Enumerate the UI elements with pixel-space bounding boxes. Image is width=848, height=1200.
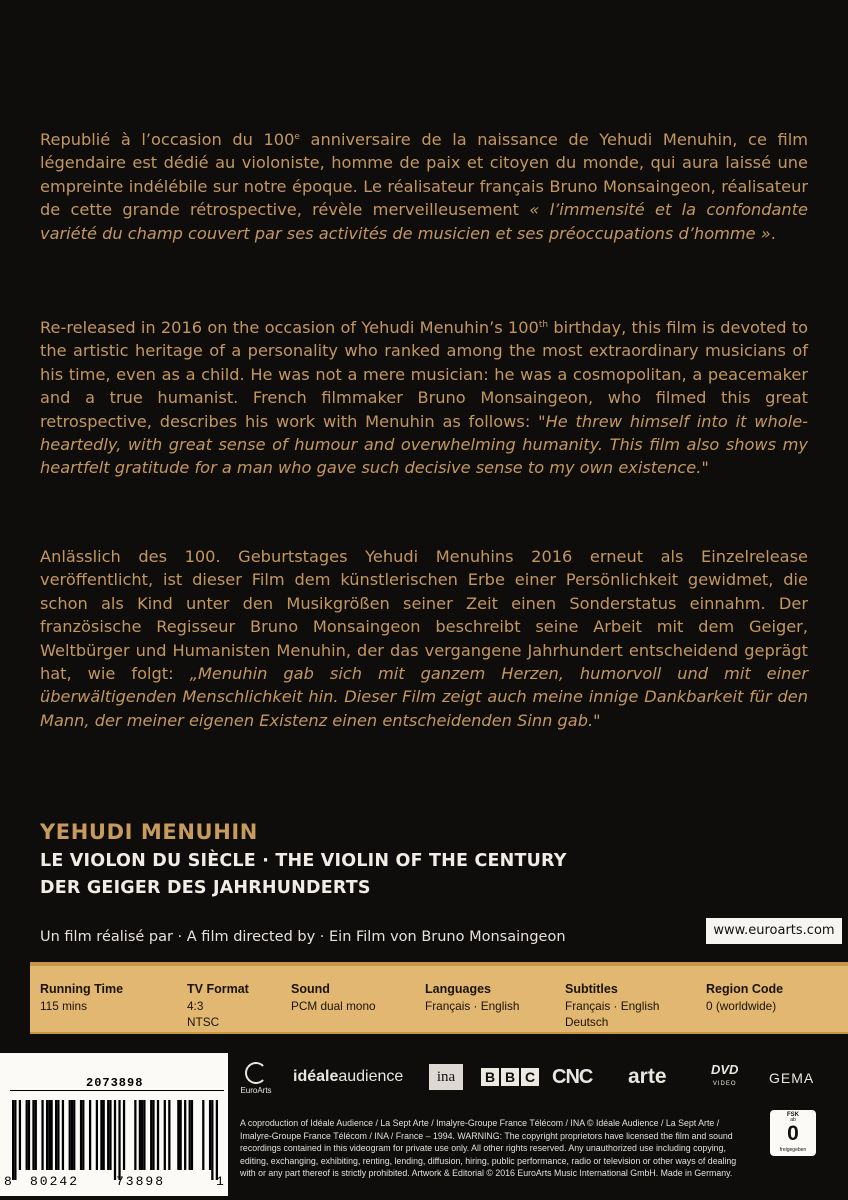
info-value: Français · English (565, 999, 660, 1013)
barcode-bar (73, 1100, 75, 1170)
dvd-video-logo: DVD VIDEO (711, 1062, 739, 1087)
barcode-digits-right: 73898 (116, 1174, 166, 1189)
paragraph-english: Re-released in 2016 on the occasion of Yehudi Menuhin’s 100th birthday, this film is devoted to the artistic heritage of a personality who ranked among the most extraordinary musicians of his time, even as a child. He was not a mere musician: he was a cosmopolitan, a peacemaker and a true humanist. French filmmaker Bruno Monsaingeon, who filmed this great retrospective, describes his work with Menuhin as follows: "He threw himself into it whole-heartedly, with great sense of humour and overwhelming humanity. This film also shows my heartfelt gratitude for a man who gave such decisive sense to my own existence." (40, 318, 809, 478)
barcode-bar (177, 1100, 179, 1170)
barcode-digits-left: 80242 (30, 1174, 80, 1189)
barcode-bar (123, 1100, 125, 1170)
barcode-bar (14, 1100, 16, 1180)
catalog-number: 2073898 (86, 1076, 144, 1090)
barcode-bar (89, 1100, 91, 1170)
barcode-bar (141, 1100, 143, 1170)
barcode (12, 1100, 218, 1180)
barcode-bar (107, 1100, 109, 1170)
barcode-bar (114, 1100, 116, 1180)
barcode-bar (62, 1100, 64, 1170)
info-region-code (706, 966, 848, 1032)
barcode-bar (150, 1100, 152, 1170)
arte-logo: arte (628, 1065, 667, 1088)
info-languages (425, 966, 571, 1032)
fsk-rating-badge: FSK ab 0 freigegeben (770, 1110, 816, 1156)
barcode-bar (152, 1100, 154, 1170)
barcode-bar (103, 1100, 105, 1170)
barcode-bar (180, 1100, 182, 1170)
quote-french: « l’immensité et la confondante variété du champ couvert par ses activités de musicien et ses préoccupations d’homme » (40, 200, 808, 243)
barcode-bar (96, 1100, 98, 1170)
info-value: PCM dual mono (291, 999, 376, 1013)
barcode-bar (80, 1100, 82, 1170)
barcode-bar (26, 1100, 28, 1170)
barcode-bar (164, 1100, 166, 1170)
barcode-bar (143, 1100, 145, 1170)
info-value: 115 mins (40, 999, 87, 1013)
barcode-bar (28, 1100, 30, 1170)
director-credit: Un film réalisé par · A film directed by · Ein Film von Bruno Monsaingeon (40, 929, 566, 945)
barcode-bar (100, 1100, 102, 1170)
barcode-bar (157, 1100, 159, 1170)
info-label: Subtitles (565, 982, 618, 996)
barcode-bar (55, 1100, 57, 1170)
info-label: Running Time (40, 982, 124, 996)
info-label: Sound (291, 982, 330, 996)
paragraph-french: Republié à l’occasion du 100e anniversaire de la naissance de Yehudi Menuhin, ce film légendaire est dédié au violoniste, homme de paix et citoyen du monde, qui aura laissé une empreinte indélébile sur notre époque. Le réalisateur français Bruno Monsaingeon, réalisateur de cette grande rétrospective, révèle merveilleusement « l’immensité et la confondante variété du champ couvert par ses activités de musicien et ses préoccupations d’homme ». (40, 130, 808, 243)
barcode-bar (41, 1100, 43, 1170)
barcode-bar (109, 1100, 111, 1170)
euroarts-logo: EuroArts (237, 1062, 275, 1095)
info-label: TV Format (187, 982, 249, 996)
barcode-bar (46, 1100, 48, 1170)
info-running-time (40, 966, 180, 1032)
barcode-bar (71, 1100, 73, 1170)
info-bar (30, 962, 848, 1034)
barcode-bar (134, 1100, 136, 1170)
info-label: Languages (425, 982, 491, 996)
info-label: Region Code (706, 982, 784, 996)
legal-text: A coproduction of Idéale Audience / La Sept Arte / Imalyre-Groupe France Télécom / INA © Idéale Audience / La Sept Arte / Imalyre-Groupe France Télécom / INA / France – 1994. WARNING: The copyright proprietors have licensed the film and sound recordings contained in this videogram for private use only. All other rights reserved. Any unauthorized use including copying, editing, exchanging, exhibiting, renting, lending, diffusion, hiring, public performance, radio or television or other ways of dealing with or any part thereof is strictly prohibited. Artwork & Editorial © 2016 EuroArts Music International GmbH. Made in Germany. (240, 1118, 737, 1179)
info-value: 0 (worldwide) (706, 999, 777, 1013)
gema-logo: GEMA (769, 1070, 815, 1086)
barcode-digit-check: 1 (216, 1174, 224, 1189)
barcode-bar (48, 1100, 50, 1170)
info-value: 4:3 (187, 999, 204, 1013)
ideale-audience-logo: idéaleaudience (293, 1068, 404, 1085)
barcode-rule (10, 1090, 224, 1091)
barcode-bar (57, 1100, 59, 1170)
barcode-bar (118, 1100, 120, 1180)
ina-logo: ina (429, 1064, 463, 1090)
info-value: NTSC (187, 1015, 220, 1029)
barcode-bar (19, 1100, 21, 1170)
euroarts-ring-icon (245, 1062, 267, 1084)
info-value: Français · English (425, 999, 520, 1013)
cnc-logo: CNC (552, 1066, 593, 1088)
barcode-bar (202, 1100, 204, 1170)
barcode-bar (216, 1100, 218, 1180)
barcode-bar (32, 1100, 34, 1170)
quote-english: "He threw himself into it whole-heartedly, with great sense of humour and overwhelming humanity. This film also shows my heartfelt gratitude for a man who gave such decisive sense to my own existence." (40, 411, 808, 478)
subtitle-german: DER GEIGER DES JAHRHUNDERTS (40, 878, 371, 898)
paragraph-german: Anlässlich des 100. Geburtstages Yehudi Menuhins 2016 erneut als Einzelrelease veröffentlicht, ist dieser Film dem künstlerischen Erbe einer Persönlichkeit gewidmet, die schon als Kind unter den Musikgrößen seiner Zeit einen Sonderstatus einnahm. Der französische Regisseur Bruno Monsaingeon beschreibt seine Arbeit mit dem Geiger, Weltbürger und Humanisten Menuhin, der das vergangene Jahrhundert entscheidend geprägt hat, wie folgt: „Menuhin gab sich mit ganzem Herzen, humorvoll und mit einer überwältigenden Menschlichkeit hin. Dieser Film zeigt auch meine innige Dankbarkeit für den Mann, der meiner eigenen Existenz einen entscheidenden Sinn gab." (40, 547, 808, 730)
barcode-bar (191, 1100, 193, 1170)
barcode-bar (69, 1100, 71, 1170)
barcode-bar (139, 1100, 141, 1170)
website-link[interactable]: www.euroarts.com (706, 918, 842, 944)
barcode-bar (50, 1100, 52, 1170)
barcode-bar (189, 1100, 191, 1170)
subtitle-french-english: LE VIOLON DU SIÈCLE · THE VIOLIN OF THE CENTURY (40, 851, 567, 871)
barcode-bar (184, 1100, 186, 1170)
info-value: Deutsch (565, 1015, 609, 1029)
info-subtitles (565, 966, 711, 1032)
barcode-bar (209, 1100, 211, 1170)
bbc-logo: B B C (481, 1068, 541, 1087)
barcode-bar (211, 1100, 213, 1180)
barcode-digit-first: 8 (4, 1174, 12, 1189)
title-main: YEHUDI MENUHIN (40, 820, 258, 844)
barcode-bar (82, 1100, 84, 1170)
info-sound (291, 966, 437, 1032)
barcode-bar (168, 1100, 170, 1170)
barcode-bar (12, 1100, 14, 1180)
quote-german: „Menuhin gab sich mit ganzem Herzen, humorvoll und mit einer überwältigenden Menschlichkeit hin. Dieser Film zeigt auch meine innige Dankbarkeit für den Mann, der meiner eigenen Existenz einen entscheidenden Sinn gab." (40, 664, 808, 730)
barcode-bar (35, 1100, 37, 1170)
